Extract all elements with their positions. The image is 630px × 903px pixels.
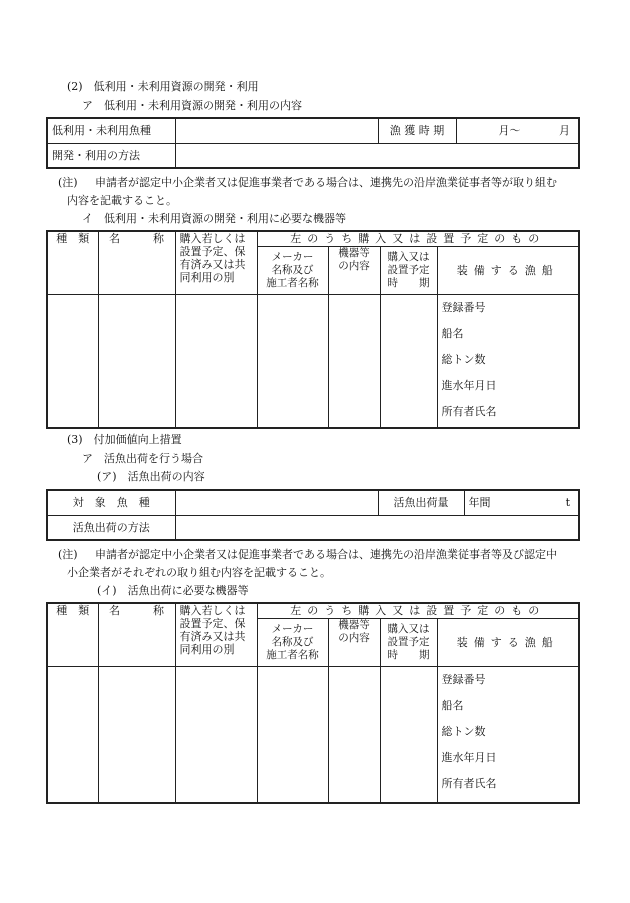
- col-timing: [380, 618, 437, 666]
- section-2-heading: (2) 低利用・未利用資源の開発・利用: [67, 80, 259, 93]
- section-3-heading: (3) 付加価値向上措置: [67, 433, 182, 446]
- month-to: 月: [559, 124, 570, 138]
- col-status-line: 設置予定、保: [179, 245, 246, 258]
- cell-content[interactable]: [328, 666, 380, 803]
- col-content: [328, 618, 380, 666]
- vessel-item: 所有者氏名: [441, 404, 497, 418]
- cell-vessel: [437, 666, 579, 803]
- section-3a-sub-i: (イ) 活魚出荷に必要な機器等: [97, 584, 249, 597]
- col-timing-line: 時 期: [387, 648, 430, 661]
- month-from: 月〜: [498, 124, 521, 138]
- col-name: 名 称: [98, 603, 175, 666]
- note-text-2: 内容を記載すること。: [67, 194, 177, 207]
- target-species-value[interactable]: [175, 490, 378, 515]
- cell-status[interactable]: [175, 666, 257, 803]
- col-maker-line: メーカー: [271, 622, 314, 635]
- cell-timing[interactable]: [380, 294, 437, 428]
- col-status-line: 有済み又は共: [179, 258, 246, 271]
- method-value[interactable]: [175, 143, 579, 168]
- cell-kind[interactable]: [47, 666, 98, 803]
- target-species-label: 対 象 魚 種: [47, 490, 175, 515]
- section-2i-heading: イ 低利用・未利用資源の開発・利用に必要な機器等: [82, 212, 346, 225]
- cell-kind[interactable]: [47, 294, 98, 428]
- volume-label: 活魚出荷量: [378, 490, 464, 515]
- col-kind: 種 類: [47, 231, 98, 294]
- season-value[interactable]: [456, 118, 579, 143]
- col-timing-line: 時 期: [387, 276, 430, 289]
- note-mark-2: (注): [58, 548, 78, 561]
- col-maker: [257, 618, 328, 666]
- col-timing-line: 購入又は: [387, 622, 430, 635]
- method-label: 開発・利用の方法: [47, 143, 175, 168]
- annual-label: 年間: [468, 496, 491, 510]
- cell-maker[interactable]: [257, 666, 328, 803]
- species-label: 低利用・未利用魚種: [47, 118, 175, 143]
- note2-text-1: 申請者が認定中小企業者又は促進事業者である場合は、連携先の沿岸漁業従事者等及び認定中: [95, 548, 557, 561]
- resource-content-table: [46, 117, 580, 169]
- col-status-line: 同利用の別: [179, 271, 235, 284]
- cell-name[interactable]: [98, 294, 175, 428]
- equipment-table-2: [46, 602, 580, 804]
- col-maker-line: 施工者名称: [266, 648, 319, 661]
- season-label: 漁 獲 時 期: [378, 118, 456, 143]
- col-timing-line: 設置予定: [387, 635, 430, 648]
- section-2a-heading: ア 低利用・未利用資源の開発・利用の内容: [82, 99, 302, 112]
- vessel-item: 所有者氏名: [441, 776, 497, 790]
- vessel-item: 登録番号: [441, 300, 486, 314]
- col-status-line: 設置予定、保: [179, 617, 246, 630]
- species-value[interactable]: [175, 118, 378, 143]
- vessel-item: 総トン数: [441, 724, 486, 738]
- col-status-line: 購入若しくは: [179, 604, 246, 617]
- col-status: [175, 603, 257, 666]
- cell-vessel: [437, 294, 579, 428]
- col-maker-line: 名称及び: [271, 635, 314, 648]
- cell-name[interactable]: [98, 666, 175, 803]
- col-content-line: の内容: [338, 631, 370, 644]
- cell-maker[interactable]: [257, 294, 328, 428]
- section-3a-heading: ア 活魚出荷を行う場合: [82, 452, 203, 465]
- vessel-item: 登録番号: [441, 672, 486, 686]
- cell-status[interactable]: [175, 294, 257, 428]
- col-content-line: 機器等: [338, 246, 370, 259]
- note-mark: (注): [58, 176, 78, 189]
- section-3a-sub-a: (ア) 活魚出荷の内容: [97, 470, 205, 483]
- col-content-line: 機器等: [338, 618, 370, 631]
- col-content: [328, 246, 380, 294]
- col-maker-line: 施工者名称: [266, 276, 319, 289]
- live-method-value[interactable]: [175, 515, 579, 540]
- live-method-label: 活魚出荷の方法: [47, 515, 175, 540]
- vessel-item: 進水年月日: [441, 750, 497, 764]
- col-vessel: 装備する漁船: [437, 618, 579, 666]
- col-vessel: 装備する漁船: [437, 246, 579, 294]
- col-timing: [380, 246, 437, 294]
- equipment-table-1: [46, 230, 580, 429]
- vessel-item: 進水年月日: [441, 378, 497, 392]
- cell-content[interactable]: [328, 294, 380, 428]
- vessel-item: 船名: [441, 326, 464, 340]
- col-status: [175, 231, 257, 294]
- volume-unit: t: [565, 496, 570, 510]
- col-status-line: 有済み又は共: [179, 630, 246, 643]
- vessel-item: 船名: [441, 698, 464, 712]
- col-status-line: 購入若しくは: [179, 232, 246, 245]
- group-header: 左のうち購入又は設置予定のもの: [257, 231, 579, 246]
- col-status-line: 同利用の別: [179, 643, 235, 656]
- col-content-line: の内容: [338, 259, 370, 272]
- vessel-item: 総トン数: [441, 352, 486, 366]
- col-timing-line: 購入又は: [387, 250, 430, 263]
- cell-timing[interactable]: [380, 666, 437, 803]
- col-maker-line: メーカー: [271, 250, 314, 263]
- col-timing-line: 設置予定: [387, 263, 430, 276]
- col-maker: [257, 246, 328, 294]
- live-fish-table: [46, 489, 580, 541]
- col-kind: 種 類: [47, 603, 98, 666]
- note2-text-2: 小企業者がそれぞれの取り組む内容を記載すること。: [67, 566, 331, 579]
- col-maker-line: 名称及び: [271, 263, 314, 276]
- note-text-1: 申請者が認定中小企業者又は促進事業者である場合は、連携先の沿岸漁業従事者等が取り組む: [95, 176, 557, 189]
- group-header: 左のうち購入又は設置予定のもの: [257, 603, 579, 618]
- col-name: 名 称: [98, 231, 175, 294]
- volume-value[interactable]: [464, 490, 579, 515]
